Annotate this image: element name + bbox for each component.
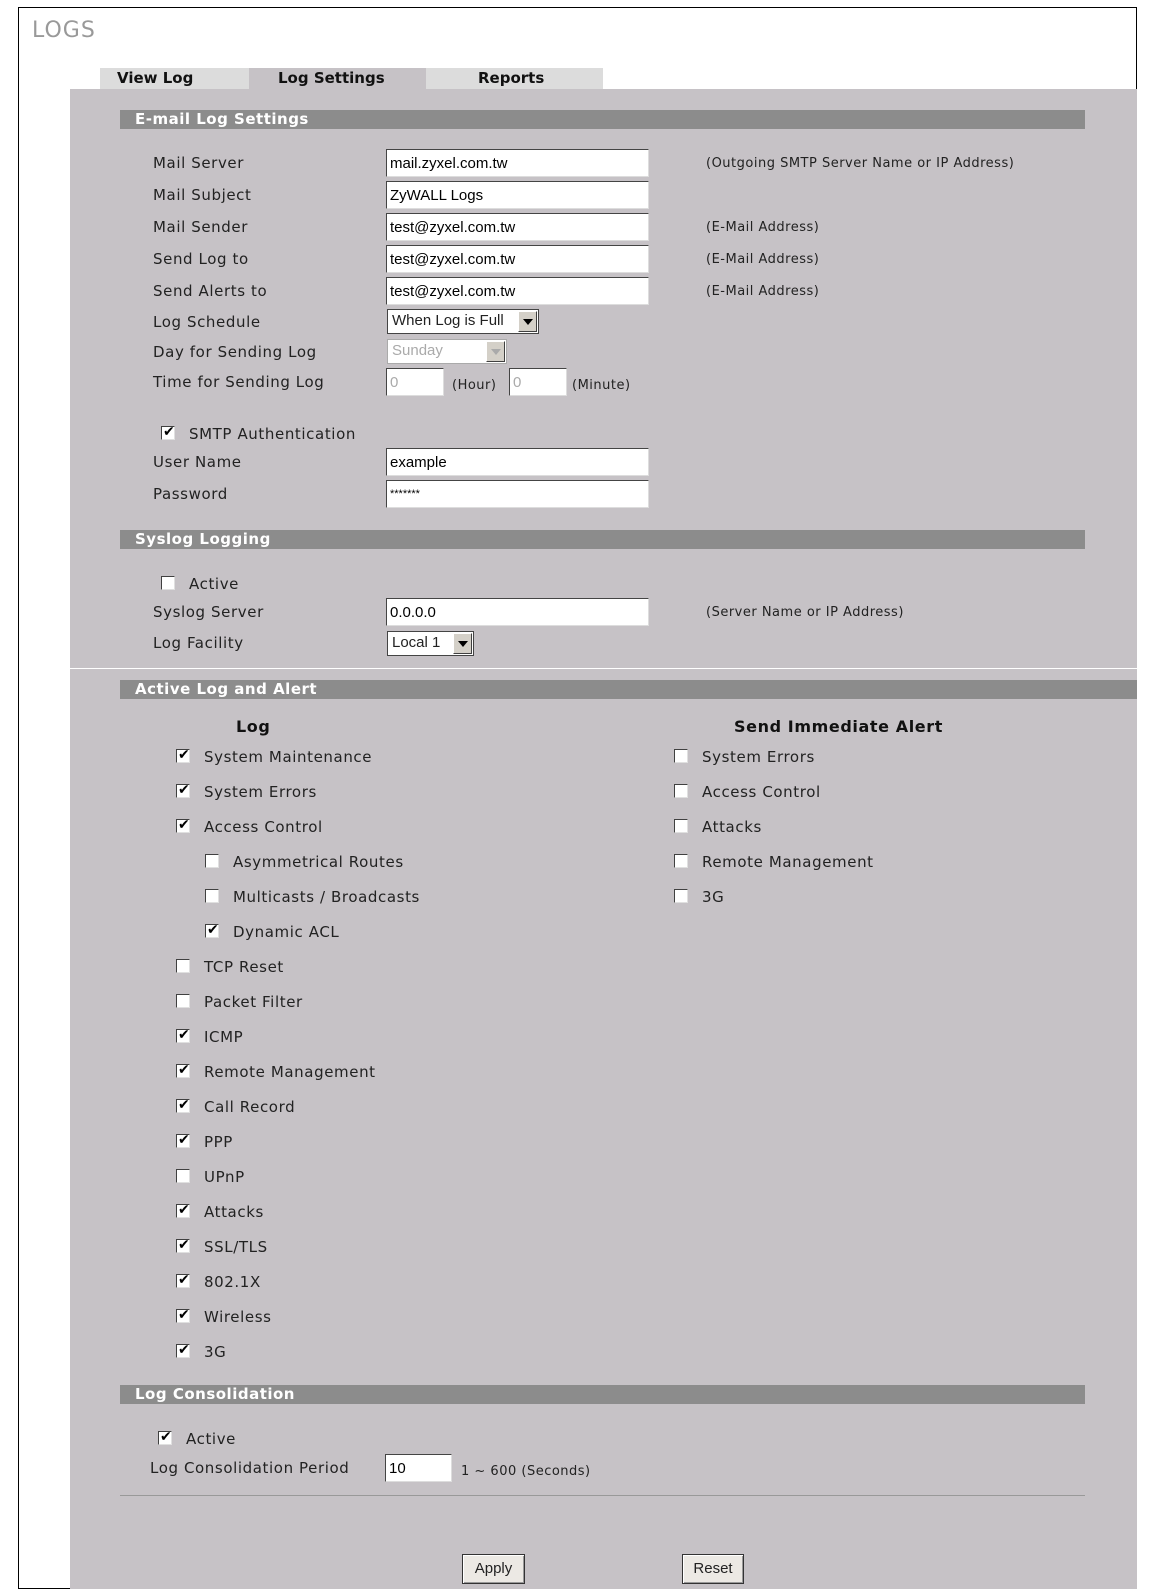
check-icon: ✔	[178, 1307, 190, 1323]
log-item-label: Packet Filter	[204, 993, 303, 1011]
mail-server-input[interactable]	[386, 149, 649, 177]
check-icon: ✔	[160, 1429, 172, 1445]
log-column-header: Log	[236, 717, 271, 736]
hour-unit: (Hour)	[452, 378, 497, 393]
log-item-checkbox[interactable]	[176, 1274, 190, 1288]
smtp-auth-label: SMTP Authentication	[189, 425, 356, 443]
log-item-checkbox[interactable]	[176, 1064, 190, 1078]
section-active-log-alert: Active Log and Alert	[120, 680, 1137, 699]
check-icon: ✔	[178, 817, 190, 833]
check-icon: ✔	[178, 1237, 190, 1253]
log-item-checkbox[interactable]	[205, 924, 219, 938]
section-email: E-mail Log Settings	[120, 110, 1085, 129]
log-item-label: 3G	[204, 1343, 227, 1361]
syslog-server-label: Syslog Server	[153, 603, 264, 621]
alert-item-checkbox[interactable]	[674, 749, 688, 763]
log-item-label: Multicasts / Broadcasts	[233, 888, 420, 906]
log-schedule-select[interactable]	[387, 309, 539, 334]
consolidation-period-input[interactable]	[385, 1454, 452, 1482]
log-item-checkbox[interactable]	[205, 889, 219, 903]
consolidation-active-label: Active	[186, 1430, 236, 1448]
send-alerts-label: Send Alerts to	[153, 282, 268, 300]
log-item-checkbox[interactable]	[176, 1204, 190, 1218]
section-log-consolidation: Log Consolidation	[120, 1385, 1085, 1404]
mail-server-label: Mail Server	[153, 154, 245, 172]
log-item-label: 802.1X	[204, 1273, 261, 1291]
mail-sender-label: Mail Sender	[153, 218, 249, 236]
log-item-label: Access Control	[204, 818, 323, 836]
alert-item-label: 3G	[702, 888, 725, 906]
log-item-checkbox[interactable]	[176, 1134, 190, 1148]
check-icon: ✔	[178, 1132, 190, 1148]
tab-view-log[interactable]: View Log	[117, 69, 194, 87]
consolidation-active-checkbox[interactable]	[158, 1431, 172, 1445]
log-schedule-label: Log Schedule	[153, 313, 261, 331]
syslog-active-checkbox[interactable]	[161, 576, 175, 590]
tab-reports[interactable]: Reports	[478, 69, 545, 87]
syslog-active-label: Active	[189, 575, 239, 593]
user-name-label: User Name	[153, 453, 242, 471]
log-item-label: PPP	[204, 1133, 233, 1151]
mail-sender-input[interactable]	[386, 213, 649, 241]
tab-log-settings[interactable]: Log Settings	[249, 68, 426, 89]
send-log-label: Send Log to	[153, 250, 249, 268]
log-item-checkbox[interactable]	[176, 749, 190, 763]
alert-item-checkbox[interactable]	[674, 784, 688, 798]
alert-item-label: Access Control	[702, 783, 821, 801]
log-item-checkbox[interactable]	[176, 819, 190, 833]
log-item-label: UPnP	[204, 1168, 245, 1186]
log-item-label: TCP Reset	[204, 958, 284, 976]
user-name-input[interactable]	[386, 448, 649, 476]
section-syslog: Syslog Logging	[120, 530, 1085, 549]
log-item-label: Remote Management	[204, 1063, 376, 1081]
log-item-label: ICMP	[204, 1028, 244, 1046]
minute-unit: (Minute)	[572, 378, 631, 393]
log-item-checkbox[interactable]	[176, 959, 190, 973]
log-item-checkbox[interactable]	[176, 1029, 190, 1043]
smtp-auth-checkbox[interactable]	[161, 426, 175, 440]
send-log-input[interactable]	[386, 245, 649, 273]
day-sending-value: Sunday	[392, 342, 443, 359]
day-sending-label: Day for Sending Log	[153, 343, 317, 361]
log-item-label: Dynamic ACL	[233, 923, 340, 941]
alert-item-checkbox[interactable]	[674, 854, 688, 868]
reset-button[interactable]: Reset	[682, 1554, 744, 1584]
log-item-checkbox[interactable]	[176, 1344, 190, 1358]
log-item-checkbox[interactable]	[176, 1309, 190, 1323]
check-icon: ✔	[163, 424, 175, 440]
log-item-checkbox[interactable]	[176, 1169, 190, 1183]
check-icon: ✔	[178, 782, 190, 798]
log-item-label: System Maintenance	[204, 748, 373, 766]
day-sending-select[interactable]	[387, 339, 507, 364]
alert-column-header: Send Immediate Alert	[734, 717, 943, 736]
alert-item-label: System Errors	[702, 748, 815, 766]
time-sending-label: Time for Sending Log	[153, 373, 325, 391]
consolidation-period-label: Log Consolidation Period	[150, 1459, 350, 1477]
syslog-server-hint: (Server Name or IP Address)	[706, 605, 904, 620]
chevron-down-icon	[518, 311, 537, 332]
log-facility-value: Local 1	[392, 634, 441, 651]
log-schedule-value: When Log is Full	[392, 312, 504, 329]
log-facility-label: Log Facility	[153, 634, 244, 652]
log-item-checkbox[interactable]	[176, 784, 190, 798]
log-item-label: Call Record	[204, 1098, 296, 1116]
consolidation-period-hint: 1 ~ 600 (Seconds)	[461, 1464, 591, 1479]
log-item-checkbox[interactable]	[176, 1239, 190, 1253]
apply-button[interactable]: Apply	[462, 1554, 525, 1584]
password-input[interactable]	[386, 480, 649, 508]
log-facility-select[interactable]	[387, 631, 474, 656]
log-item-checkbox[interactable]	[176, 1099, 190, 1113]
hour-input[interactable]	[386, 368, 444, 396]
check-icon: ✔	[178, 1272, 190, 1288]
log-item-label: System Errors	[204, 783, 317, 801]
alert-item-label: Attacks	[702, 818, 762, 836]
check-icon: ✔	[178, 1097, 190, 1113]
log-item-label: Asymmetrical Routes	[233, 853, 404, 871]
mail-subject-label: Mail Subject	[153, 186, 252, 204]
chevron-down-icon	[486, 341, 505, 362]
send-alerts-hint: (E-Mail Address)	[706, 284, 820, 299]
send-alerts-input[interactable]	[386, 277, 649, 305]
check-icon: ✔	[178, 1202, 190, 1218]
syslog-server-input[interactable]	[386, 598, 649, 626]
divider	[70, 668, 1137, 669]
check-icon: ✔	[178, 1342, 190, 1358]
alert-item-checkbox[interactable]	[674, 889, 688, 903]
check-icon: ✔	[178, 747, 190, 763]
log-item-label: Wireless	[204, 1308, 272, 1326]
log-item-checkbox[interactable]	[205, 854, 219, 868]
alert-item-checkbox[interactable]	[674, 819, 688, 833]
log-item-label: SSL/TLS	[204, 1238, 268, 1256]
send-log-hint: (E-Mail Address)	[706, 252, 820, 267]
check-icon: ✔	[178, 1062, 190, 1078]
page-title: LOGS	[32, 18, 96, 43]
divider	[120, 1495, 1085, 1496]
mail-subject-input[interactable]	[386, 181, 649, 209]
check-icon: ✔	[178, 1027, 190, 1043]
password-label: Password	[153, 485, 228, 503]
log-item-label: Attacks	[204, 1203, 264, 1221]
minute-input[interactable]	[509, 368, 567, 396]
check-icon: ✔	[207, 922, 219, 938]
tab-bar	[100, 68, 603, 89]
alert-item-label: Remote Management	[702, 853, 874, 871]
mail-sender-hint: (E-Mail Address)	[706, 220, 820, 235]
chevron-down-icon	[453, 633, 472, 654]
log-item-checkbox[interactable]	[176, 994, 190, 1008]
mail-server-hint: (Outgoing SMTP Server Name or IP Address)	[706, 156, 1015, 171]
